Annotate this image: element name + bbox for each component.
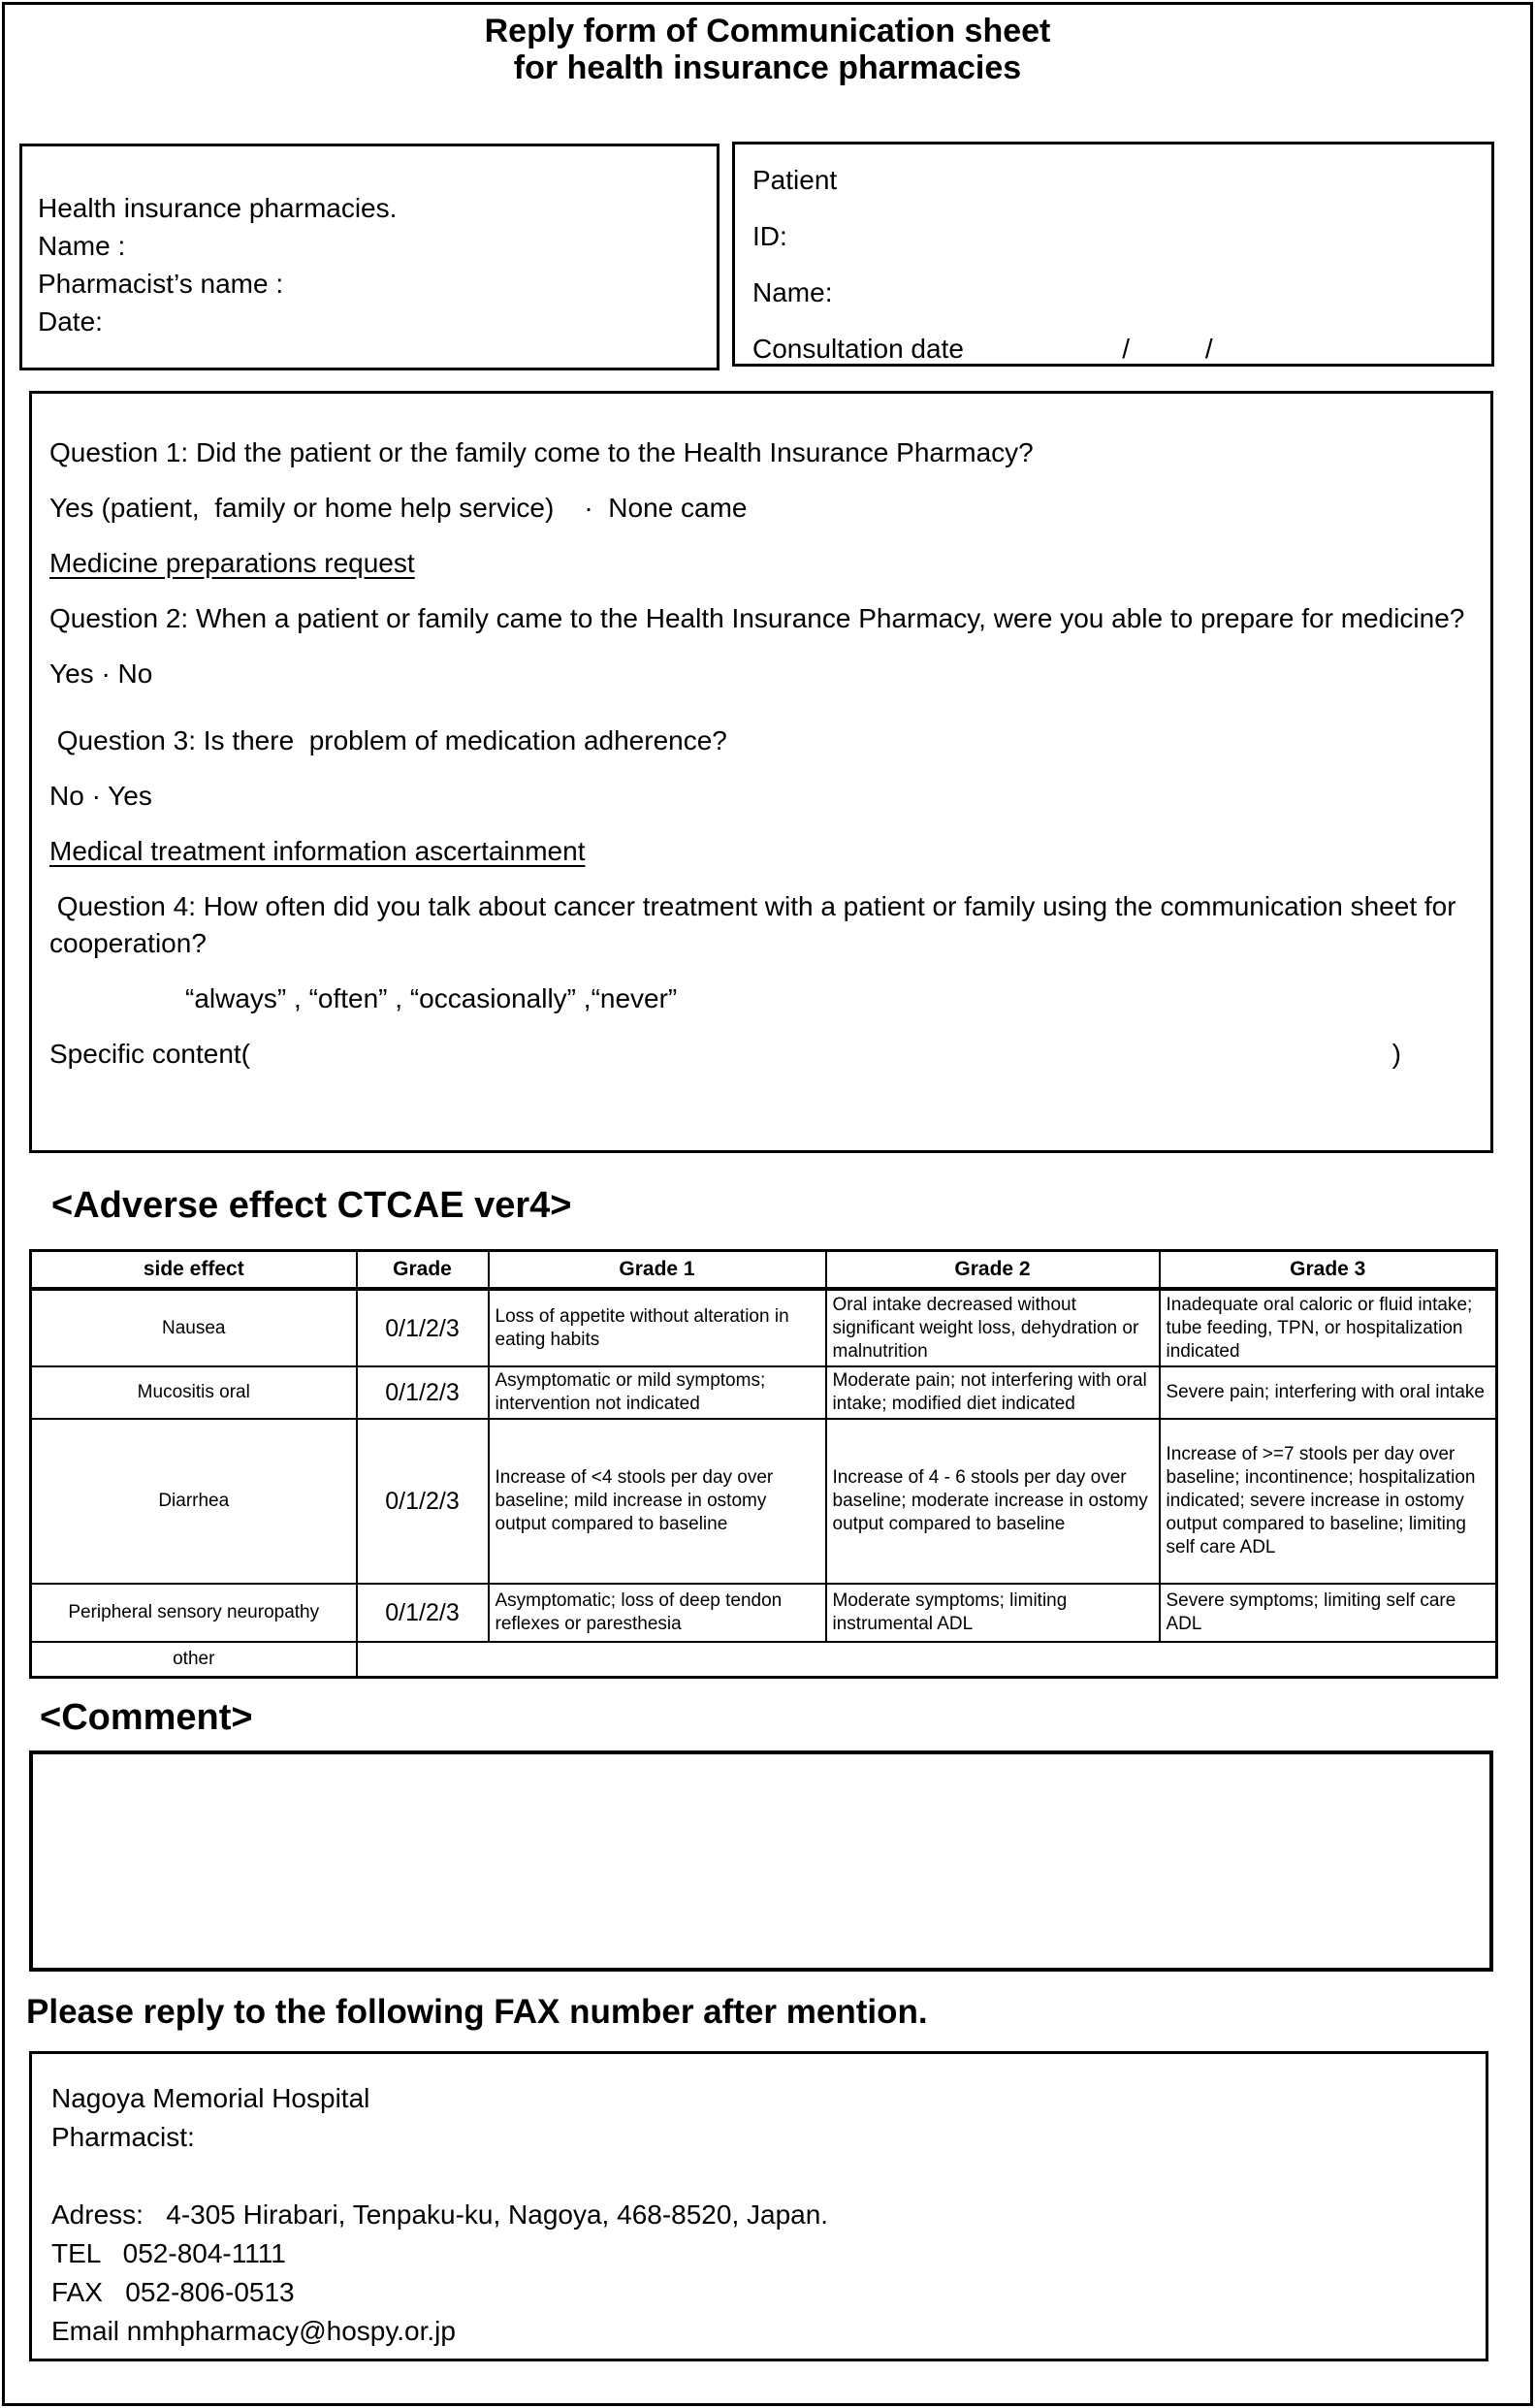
grade1-description: Loss of appetite without alteration in eating habits [489,1289,826,1366]
ctcae-table [29,1249,1498,1679]
question-3-text: Question 3: Is there problem of medication adherence? [49,725,727,755]
grade-select-neuropathy[interactable]: 0/1/2/3 [357,1584,489,1642]
grade3-description: Severe pain; interfering with oral intake [1160,1366,1497,1419]
pharmacist-name-field[interactable]: Pharmacist’s name : [38,269,284,299]
patient-id-field[interactable]: ID: [752,221,787,251]
question-2-answer-options[interactable]: Yes · No [49,658,153,689]
grade1-description: Asymptomatic or mild symptoms; intervention not indicated [489,1366,826,1419]
patient-info-box [732,142,1494,367]
specific-content-line [49,1036,1471,1073]
grade2-description: Increase of 4 - 6 stools per day over baseline; moderate increase in ostomy output compared to baseline [826,1419,1160,1584]
document-page [2,2,1533,2406]
fax-instruction-heading: Please reply to the following FAX number after mention. [26,1993,928,2031]
fax-info-box [29,2051,1488,2361]
grade3-description: Increase of >=7 stools per day over baseline; incontinence; hospitalization indicated; severe increase in ostomy output compared to baseline; limiting self care ADL [1160,1419,1497,1584]
table-row-other [31,1642,1497,1677]
patient-name-field[interactable]: Name: [752,277,833,307]
side-effect-name: Diarrhea [31,1419,357,1584]
table-row-nausea [31,1289,1497,1366]
question-4-answer-options[interactable]: “always” , “often” , “occasionally” ,“never” [185,983,678,1013]
grade2-description: Moderate pain; not interfering with oral intake; modified diet indicated [826,1366,1160,1419]
table-row-mucositis-oral [31,1366,1497,1419]
table-row-diarrhea [31,1419,1497,1584]
question-1-text: Question 1: Did the patient or the family come to the Health Insurance Pharmacy? [49,437,1034,467]
grade-select-diarrhea[interactable]: 0/1/2/3 [357,1419,489,1584]
table-row-peripheral-sensory-neuropathy [31,1584,1497,1642]
hospital-address: Adress: 4-305 Hirabari, Tenpaku-ku, Nagoya, 468-8520, Japan. [51,2199,829,2230]
comment-write-in-box[interactable] [29,1750,1493,1972]
question-4-text: Question 4: How often did you talk about cancer treatment with a patient or family using the communication sheet for cooperation? [49,891,1464,958]
pharmacy-info-box [19,144,720,370]
hospital-email: Email nmhpharmacy@hospy.or.jp [51,2316,456,2346]
question-2-text: Question 2: When a patient or family came to the Health Insurance Pharmacy, were you able to prepare for medicine? [49,603,1465,633]
col-header-grade: Grade [357,1251,489,1290]
grade3-description: Severe symptoms; limiting self care ADL [1160,1584,1497,1642]
side-effect-name: Peripheral sensory neuropathy [31,1584,357,1642]
col-header-grade-3: Grade 3 [1160,1251,1497,1290]
questionnaire-box [29,391,1493,1153]
grade-select-nausea[interactable]: 0/1/2/3 [357,1289,489,1366]
medicine-preparations-heading: Medicine preparations request [49,548,415,578]
hospital-tel: TEL 052-804-1111 [51,2238,286,2268]
col-header-side-effect: side effect [31,1251,357,1290]
grade-select-mucositis[interactable]: 0/1/2/3 [357,1366,489,1419]
grade1-description: Increase of <4 stools per day over baseline; mild increase in ostomy output compared to baseline [489,1419,826,1584]
specific-content-field[interactable] [250,1036,1392,1073]
pharmacist-label-field[interactable]: Pharmacist: [51,2122,195,2152]
other-row-write-in-field[interactable] [357,1642,1497,1677]
side-effect-name: other [31,1642,357,1677]
hospital-name: Nagoya Memorial Hospital [51,2083,370,2113]
specific-content-label: Specific content( [49,1039,250,1069]
grade2-description: Moderate symptoms; limiting instrumental ADL [826,1584,1160,1642]
date-field[interactable]: Date: [38,306,103,337]
grade2-description: Oral intake decreased without significant weight loss, dehydration or malnutrition [826,1289,1160,1366]
consultation-date-field[interactable]: Consultation date / / [752,334,1213,364]
medical-treatment-heading: Medical treatment information ascertainment [49,836,586,866]
pharmacy-box-heading: Health insurance pharmacies. [38,193,398,223]
side-effect-name: Mucositis oral [31,1366,357,1419]
title-line-2: for health insurance pharmacies [513,49,1022,86]
question-3-answer-options[interactable]: No · Yes [49,781,152,811]
question-1-answer-options[interactable]: Yes (patient, family or home help service) · None came [49,493,748,523]
specific-content-close-paren: ) [1391,1039,1401,1069]
col-header-grade-1: Grade 1 [489,1251,826,1290]
grade3-description: Inadequate oral caloric or fluid intake; tube feeding, TPN, or hospitalization indicated [1160,1289,1497,1366]
blank-line [51,2157,1476,2196]
pharmacy-name-field[interactable]: Name : [38,231,126,261]
title-line-1: Reply form of Communication sheet [484,13,1051,49]
hospital-fax: FAX 052-806-0513 [51,2277,295,2307]
comment-heading: <Comment> [40,1697,253,1738]
grade1-description: Asymptomatic; loss of deep tendon reflexes or paresthesia [489,1584,826,1642]
adverse-effect-heading: <Adverse effect CTCAE ver4> [51,1185,572,1226]
ctcae-header-row [31,1251,1497,1290]
patient-box-heading: Patient [752,165,838,195]
col-header-grade-2: Grade 2 [826,1251,1160,1290]
side-effect-name: Nausea [31,1289,357,1366]
page-title [5,13,1530,86]
